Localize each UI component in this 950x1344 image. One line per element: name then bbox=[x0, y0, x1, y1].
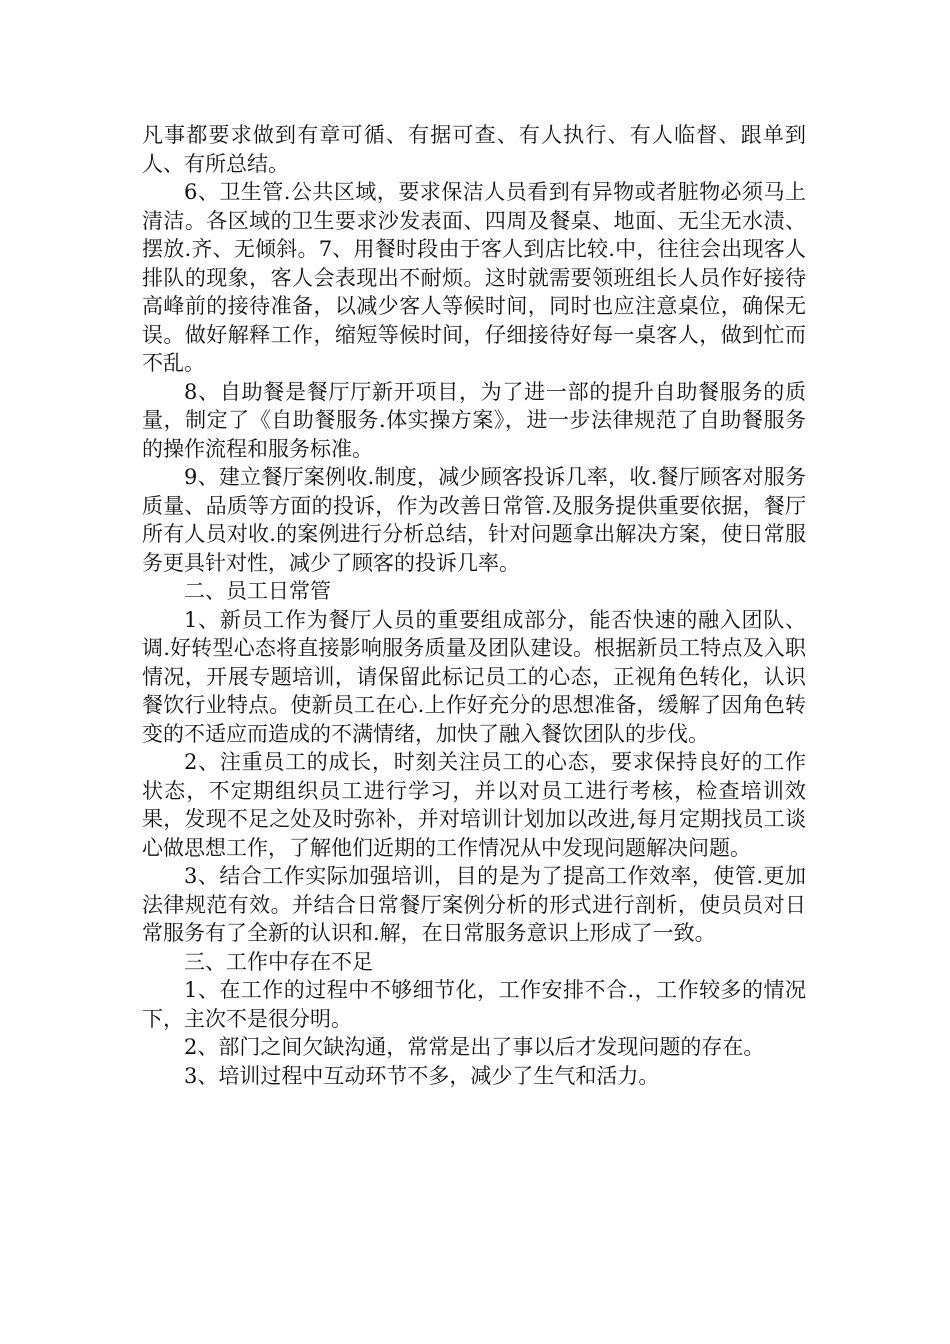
section-heading-shortcomings: 三、工作中存在不足 bbox=[184, 949, 373, 974]
paragraph-shortcoming-2: 2、部门之间欠缺沟通，常常是出了事以后才发现问题的存在。 bbox=[184, 1035, 765, 1059]
section-heading-staff-management: 二、员工日常管 bbox=[184, 579, 331, 603]
paragraph-staff-2-growth: 2、注重员工的成长，时刻关注员工的心态，要求保持良好的工作状态，不定期组织员工进行学习，并以对员工进行考核，检查培训效果，发现不足之处及时弥补，并对培训计划加以改进,每月定期找员工谈心做思想工作，了解他们近期的工作情况从中发现问题解决问题。 bbox=[142, 750, 806, 860]
paragraph-intro-continuation: 凡事都要求做到有章可循、有据可查、有人执行、有人临督、跟单到人、有所总结。 bbox=[142, 123, 806, 176]
paragraph-shortcoming-1: 1、在工作的过程中不够细节化，工作安排不合.，工作较多的情况下，主次不是很分明。 bbox=[142, 978, 806, 1031]
paragraph-shortcoming-3: 3、培训过程中互动环节不多，减少了生气和活力。 bbox=[184, 1063, 660, 1088]
document-body bbox=[142, 121, 806, 1090]
paragraph-staff-1-new-employees: 1、新员工作为餐厅人员的重要组成部分，能否快速的融入团队、调.好转型心态将直接影响服务质量及团队建设。根据新员工特点及入职情况，开展专题培训，请保留此标记员工的心态，正视角色转化，认识餐饮行业特点。使新员工在心.上作好充分的思想准备，缓解了因角色转变的不适应而造成的不满情绪，加快了融入餐饮团队的步伐。 bbox=[142, 607, 806, 746]
paragraph-item-6-7-hygiene-and-dining: 6、卫生管.公共区域，要求保洁人员看到有异物或者脏物必须马上清洁。各区域的卫生要求沙发表面、四周及餐桌、地面、无尘无水渍、摆放.齐、无倾斜。7、用餐时段由于客人到店比较.中，往往会出现客人排队的现象，客人会表现出不耐烦。这时就需要领班组长人员作好接待高峰前的接待准备，以减少客人等候时间，同时也应注意桌位，确保无误。做好解释工作，缩短等候时间，仔细接待好每一桌客人，做到忙而不乱。 bbox=[142, 180, 806, 375]
paragraph-item-9-case-collection: 9、建立餐厅案例收.制度，减少顾客投诉几率，收.餐厅顾客对服务质量、品质等方面的投诉，作为改善日常管.及服务提供重要依据，餐厅所有人员对收.的案例进行分析总结，针对问题拿出解决方案，使日常服务更具针对性，减少了顾客的投诉几率。 bbox=[142, 465, 806, 575]
paragraph-staff-3-training: 3、结合工作实际加强培训，目的是为了提高工作效率，使管.更加法律规范有效。并结合日常餐厅案例分析的形式进行剖析，使员员对日常服务有了全新的认识和.解，在日常服务意识上形成了一致。 bbox=[142, 864, 806, 945]
paragraph-item-8-buffet: 8、自助餐是餐厅厅新开项目，为了进一部的提升自助餐服务的质量，制定了《自助餐服务.体实操方案》，进一步法律规范了自助餐服务的操作流程和服务标准。 bbox=[142, 379, 806, 461]
